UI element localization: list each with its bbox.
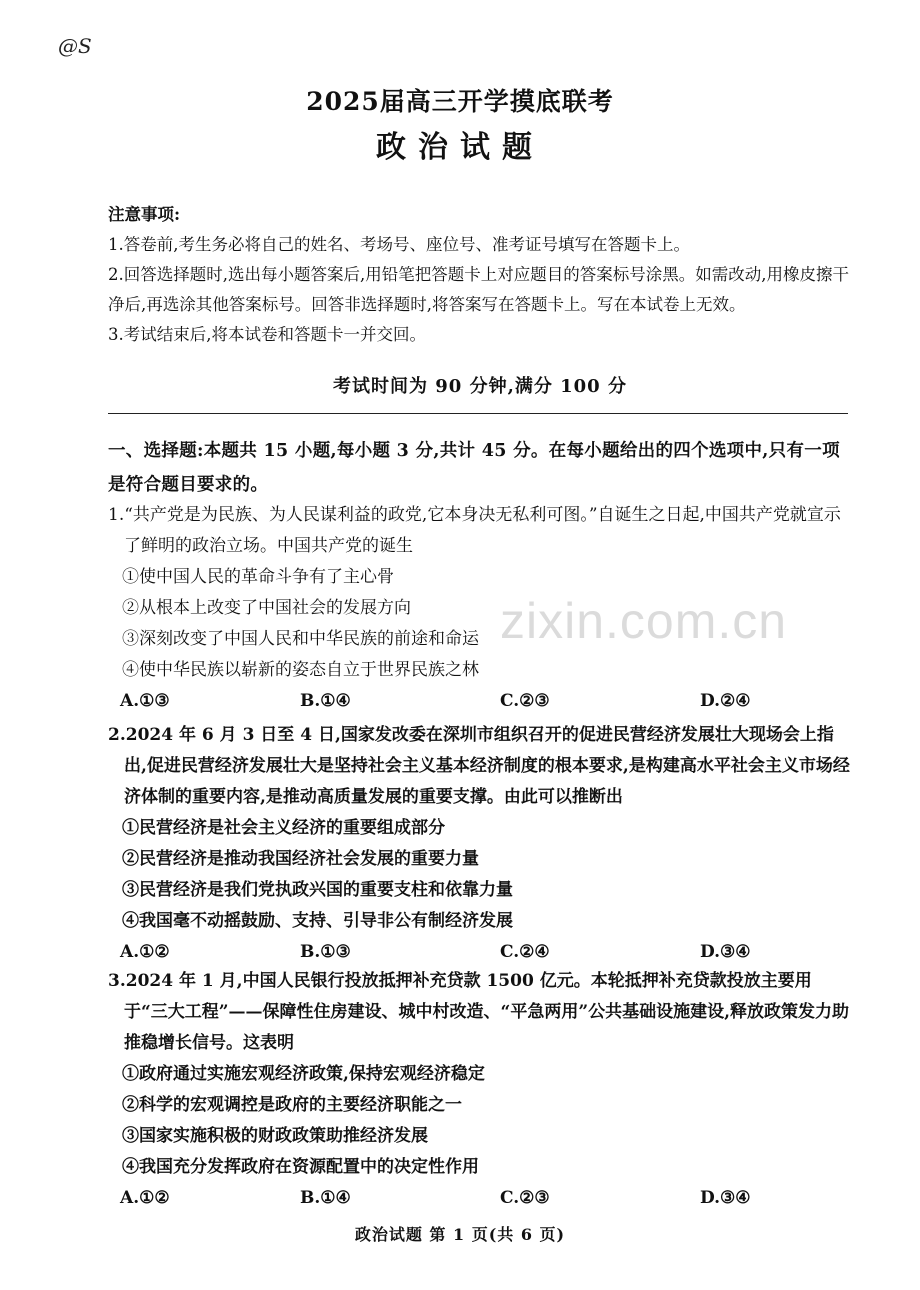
choice-d: D.③④ [700,1188,751,1208]
choice-a: A.①③ [120,691,170,711]
divider [108,413,848,414]
option-item: ③民营经济是我们党执政兴国的重要支柱和依靠力量 [122,880,513,900]
choice-b: B.①③ [300,942,351,962]
question-stem: 3.2024 年 1 月,中国人民银行投放抵押补充贷款 1500 亿元。本轮抵押补充贷款投放主要用于“三大工程”——保障性住房建设、城中村改造、“平急两用”公共基础设施建设,释放政策发力助推稳增长信号。这表明 [108,971,850,1053]
choice-c: C.②④ [500,942,550,962]
answer-choices [108,1183,850,1213]
exam-info: 考试时间为 90 分钟,满分 100 分 [333,376,627,397]
choice-b: B.①④ [300,1188,351,1208]
choice-a: A.①② [120,1188,170,1208]
notice-item: 2.回答选择题时,选出每小题答案后,用铅笔把答题卡上对应题目的答案标号涂黑。如需改动,用橡皮擦干净后,再选涂其他答案标号。回答非选择题时,将答案写在答题卡上。写在本试卷上无效。 [108,265,849,314]
option-item: ②从根本上改变了中国社会的发展方向 [122,598,411,618]
question-1 [108,500,850,716]
option-item: ①民营经济是社会主义经济的重要组成部分 [122,818,445,838]
option-item: ④我国毫不动摇鼓励、支持、引导非公有制经济发展 [122,911,513,931]
section-heading: 一、选择题:本题共 15 小题,每小题 3 分,共计 45 分。在每小题给出的四个选项中,只有一项是符合题目要求的。 [108,441,840,495]
option-item: ④我国充分发挥政府在资源配置中的决定性作用 [122,1157,479,1177]
question-stem: 2.2024 年 6 月 3 日至 4 日,国家发改委在深圳市组织召开的促进民营经济发展壮大现场会上指出,促进民营经济发展壮大是坚持社会主义基本经济制度的根本要求,是构建高水平社会主义市场经济体制的重要内容,是推动高质量发展的重要支撑。由此可以推断出 [108,725,850,807]
question-2 [108,720,850,967]
subject-title: 政治试题 [376,130,544,165]
choice-b: B.①④ [300,691,351,711]
option-item: ④使中华民族以崭新的姿态自立于世界民族之林 [122,660,479,680]
choice-c: C.②③ [500,691,550,711]
corner-mark: @S [58,34,92,58]
notice-item: 3.考试结束后,将本试卷和答题卡一并交回。 [108,325,426,344]
notice-block [108,200,850,350]
option-item: ②科学的宏观调控是政府的主要经济职能之一 [122,1095,462,1115]
answer-choices [108,937,850,967]
option-item: ③国家实施积极的财政政策助推经济发展 [122,1126,428,1146]
question-3 [108,966,850,1213]
notice-heading: 注意事项: [108,205,181,224]
watermark: zixin.com.cn [500,593,788,649]
question-stem: 1.“共产党是为民族、为人民谋利益的政党,它本身决无私利可图。”自诞生之日起,中国共产党就宣示了鲜明的政治立场。中国共产党的诞生 [108,505,841,556]
option-item: ①使中国人民的革命斗争有了主心骨 [122,567,394,587]
choice-d: D.③④ [700,942,751,962]
option-item: ②民营经济是推动我国经济社会发展的重要力量 [122,849,479,869]
answer-choices [108,686,850,716]
notice-item: 1.答卷前,考生务必将自己的姓名、考场号、座位号、准考证号填写在答题卡上。 [108,235,690,254]
exam-title: 2025届高三开学摸底联考 [306,87,614,116]
page-footer: 政治试题 第 1 页(共 6 页) [354,1225,566,1244]
choice-d: D.②④ [700,691,751,711]
option-item: ③深刻改变了中国人民和中华民族的前途和命运 [122,629,479,649]
choice-c: C.②③ [500,1188,550,1208]
option-item: ①政府通过实施宏观经济政策,保持宏观经济稳定 [122,1064,485,1084]
choice-a: A.①② [120,942,170,962]
